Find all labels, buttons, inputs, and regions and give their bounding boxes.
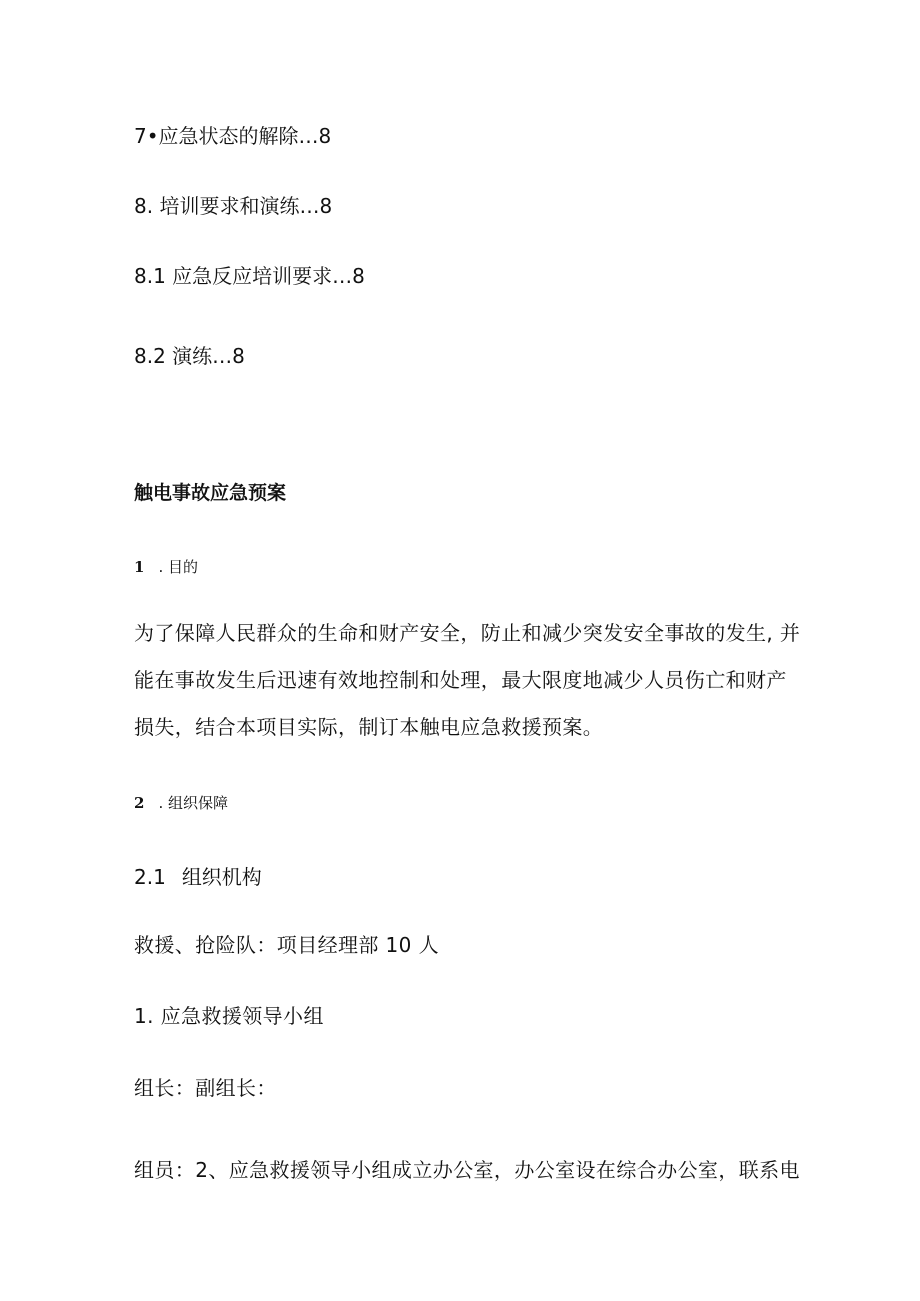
section-2-heading	[134, 792, 228, 813]
leadership-group-line: 1. 应急救援领导小组	[134, 1004, 324, 1028]
subsection-2-1-number: 2.1	[134, 865, 166, 889]
group-leader-line: 组长：副组长：	[134, 1076, 277, 1100]
group-members-line: 组员：2、应急救援领导小组成立办公室，办公室设在综合办公室，联系电	[134, 1158, 800, 1182]
document-title: 触电事故应急预案	[134, 482, 287, 504]
rescue-team-line: 救援、抢险队：项目经理部 10 人	[134, 933, 439, 957]
section-1-paragraph-line-2: 能在事故发生后迅速有效地控制和处理，最大限度地减少人员伤亡和财产	[134, 668, 787, 692]
subsection-2-1-title: 组织机构	[181, 865, 262, 889]
section-1-paragraph-line-3: 损失，结合本项目实际，制订本触电应急救援预案。	[134, 715, 604, 739]
section-1-heading	[134, 556, 198, 577]
subsection-2-1-heading	[134, 861, 262, 890]
toc-entry-7: 7•应急状态的解除…8	[134, 124, 332, 148]
toc-entry-8-1: 8.1 应急反应培训要求…8	[134, 264, 365, 288]
section-1-paragraph-line-1: 为了保障人民群众的生命和财产安全，防止和减少突发安全事故的发生, 并	[134, 621, 801, 645]
toc-entry-8: 8. 培训要求和演练…8	[134, 194, 333, 218]
section-2-title: . 组织保障	[158, 794, 228, 812]
section-1-title: . 目的	[158, 558, 198, 576]
toc-entry-8-2: 8.2 演练…8	[134, 344, 245, 368]
section-1-number: 1	[134, 558, 145, 576]
section-2-number: 2	[134, 794, 145, 812]
